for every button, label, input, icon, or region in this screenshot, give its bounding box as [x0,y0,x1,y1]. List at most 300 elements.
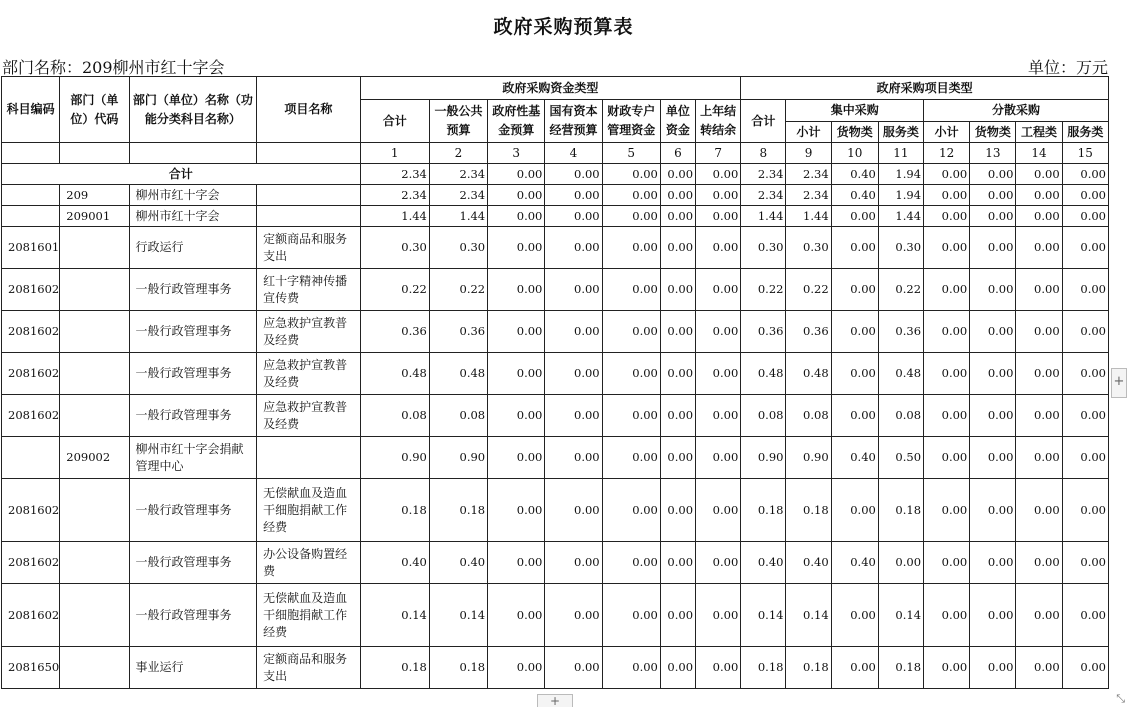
value-cell[interactable]: 0.00 [545,647,602,689]
column-number: 6 [660,143,695,164]
project-name-cell[interactable] [257,437,360,479]
header-fund-total: 合计 [360,100,429,143]
header-blank [257,143,360,164]
value-cell[interactable]: 0.40 [831,185,878,206]
value-cell[interactable]: 0.00 [696,437,741,479]
header-blank [60,143,129,164]
value-cell[interactable]: 0.00 [660,647,695,689]
value-cell[interactable]: 0.00 [1062,227,1108,269]
value-cell[interactable]: 0.00 [696,542,741,584]
value-cell[interactable]: 0.00 [602,647,660,689]
dept-name-cell[interactable]: 行政运行 [129,227,257,269]
header-dept-code: 部门（单位）代码 [60,77,129,143]
value-cell[interactable]: 0.30 [360,227,429,269]
header-central-group: 集中采购 [786,100,924,122]
value-cell[interactable]: 0.00 [660,479,695,542]
project-name-cell[interactable]: 无偿献血及造血干细胞捐献工作经费 [257,584,360,647]
unit-label: 单位：万元 [1027,58,1108,77]
value-cell[interactable]: 0.00 [970,647,1016,689]
table-row[interactable] [2,206,1109,227]
value-cell[interactable]: 0.14 [429,584,487,647]
value-cell[interactable]: 0.00 [488,437,545,479]
value-cell[interactable]: 0.00 [488,185,545,206]
dept-code-cell[interactable]: 209 [60,185,129,206]
value-cell[interactable]: 0.00 [660,227,695,269]
value-cell[interactable]: 0.00 [1016,395,1062,437]
value-cell[interactable]: 1.44 [429,206,487,227]
value-cell[interactable]: 0.00 [488,584,545,647]
value-cell[interactable]: 0.36 [360,311,429,353]
value-cell[interactable]: 0.00 [970,269,1016,311]
table-row[interactable] [2,395,1109,437]
dept-code-cell[interactable] [60,479,129,542]
project-name-cell[interactable]: 应急救护宣教普及经费 [257,353,360,395]
value-cell[interactable]: 0.00 [696,395,741,437]
project-name-cell[interactable] [257,185,360,206]
department-name-label: 部门名称：209柳州市红十字会 [2,58,225,77]
value-cell[interactable]: 0.00 [545,353,602,395]
dept-name-cell[interactable]: 一般行政管理事务 [129,269,257,311]
value-cell[interactable]: 0.00 [1062,185,1108,206]
value-cell[interactable]: 0.00 [924,311,970,353]
header-dispersed-subtotal: 小计 [924,122,970,143]
value-cell[interactable]: 0.00 [602,227,660,269]
value-cell[interactable]: 0.00 [831,584,878,647]
value-cell[interactable]: 0.00 [831,227,878,269]
procurement-budget-table [1,76,1109,689]
value-cell[interactable]: 0.00 [1016,269,1062,311]
header-fund-carryover: 上年结转结余 [696,100,741,143]
value-cell[interactable]: 0.22 [741,269,786,311]
value-cell[interactable]: 0.00 [696,353,741,395]
value-cell[interactable]: 0.36 [878,311,923,353]
value-cell[interactable]: 0.00 [545,479,602,542]
header-fund-special: 财政专户管理资金 [602,100,660,143]
dept-name-cell[interactable]: 一般行政管理事务 [129,542,257,584]
value-cell[interactable]: 0.00 [924,542,970,584]
dept-name-cell[interactable]: 一般行政管理事务 [129,353,257,395]
value-cell[interactable]: 2.34 [360,185,429,206]
value-cell[interactable]: 0.90 [786,437,831,479]
value-cell[interactable]: 0.50 [878,437,923,479]
value-cell[interactable]: 0.30 [741,227,786,269]
value-cell[interactable]: 1.44 [786,206,831,227]
value-cell[interactable]: 0.00 [970,542,1016,584]
value-cell[interactable]: 1.44 [360,206,429,227]
value-cell[interactable]: 0.40 [831,437,878,479]
value-cell[interactable]: 0.00 [660,311,695,353]
column-number: 2 [429,143,487,164]
dept-code-cell[interactable] [60,647,129,689]
column-number: 13 [970,143,1016,164]
value-cell[interactable]: 0.08 [429,395,487,437]
value-cell[interactable]: 0.00 [488,353,545,395]
value-cell[interactable]: 0.00 [696,647,741,689]
value-cell[interactable]: 0.30 [786,227,831,269]
value-cell[interactable]: 0.00 [831,647,878,689]
total-row[interactable] [2,164,1109,185]
subject-code-cell[interactable]: 2081602 [2,311,60,353]
value-cell[interactable]: 0.00 [924,227,970,269]
project-name-cell[interactable]: 办公设备购置经费 [257,542,360,584]
value-cell[interactable]: 0.30 [429,227,487,269]
table-row[interactable] [2,353,1109,395]
value-cell[interactable]: 0.00 [545,269,602,311]
value-cell[interactable]: 0.00 [660,206,695,227]
value-cell[interactable]: 0.00 [924,584,970,647]
value-cell[interactable]: 0.00 [924,437,970,479]
subject-code-cell[interactable]: 2081601 [2,227,60,269]
project-name-cell[interactable]: 定额商品和服务支出 [257,227,360,269]
value-cell[interactable]: 0.00 [1062,479,1108,542]
dept-code-cell[interactable] [60,227,129,269]
value-cell[interactable]: 0.36 [429,311,487,353]
value-cell[interactable]: 0.00 [488,227,545,269]
value-cell[interactable]: 0.00 [1016,164,1062,185]
value-cell[interactable]: 0.00 [878,542,923,584]
value-cell[interactable]: 0.18 [786,647,831,689]
value-cell[interactable]: 0.00 [488,311,545,353]
value-cell[interactable]: 0.00 [696,311,741,353]
value-cell[interactable]: 0.18 [429,647,487,689]
dept-code-cell[interactable] [60,542,129,584]
column-number: 14 [1016,143,1062,164]
value-cell[interactable]: 0.00 [545,542,602,584]
value-cell[interactable]: 0.00 [1016,311,1062,353]
header-project-name: 项目名称 [257,77,360,143]
value-cell[interactable]: 0.00 [488,206,545,227]
value-cell[interactable]: 0.00 [1016,185,1062,206]
header-central-services: 服务类 [878,122,923,143]
value-cell[interactable]: 0.00 [831,269,878,311]
value-cell[interactable]: 0.00 [660,584,695,647]
value-cell[interactable]: 0.00 [545,437,602,479]
column-number: 12 [924,143,970,164]
value-cell[interactable]: 0.00 [545,206,602,227]
dept-name-cell[interactable]: 事业运行 [129,647,257,689]
header-dispersed-engineering: 工程类 [1016,122,1062,143]
header-central-subtotal: 小计 [786,122,831,143]
value-cell[interactable]: 0.00 [696,227,741,269]
subject-code-cell[interactable]: 2081602 [2,353,60,395]
column-number: 10 [831,143,878,164]
value-cell[interactable]: 0.22 [878,269,923,311]
value-cell[interactable]: 0.00 [924,269,970,311]
header-blank [129,143,257,164]
value-cell[interactable]: 0.22 [360,269,429,311]
value-cell[interactable]: 0.00 [1062,353,1108,395]
value-cell[interactable]: 0.00 [1062,206,1108,227]
value-cell[interactable]: 0.40 [741,542,786,584]
dept-code-cell[interactable] [60,395,129,437]
dept-name-cell[interactable]: 一般行政管理事务 [129,311,257,353]
value-cell[interactable]: 0.00 [970,206,1016,227]
value-cell[interactable]: 0.00 [924,206,970,227]
value-cell[interactable]: 0.00 [696,185,741,206]
value-cell[interactable]: 0.00 [970,479,1016,542]
value-cell[interactable]: 0.40 [429,542,487,584]
table-row[interactable] [2,584,1109,647]
value-cell[interactable]: 0.00 [970,311,1016,353]
header-project-total: 合计 [741,100,786,143]
value-cell[interactable]: 0.18 [878,647,923,689]
value-cell[interactable]: 0.00 [1062,584,1108,647]
project-name-cell[interactable]: 红十字精神传播宣传费 [257,269,360,311]
value-cell[interactable]: 0.18 [878,479,923,542]
value-cell[interactable]: 1.94 [878,164,923,185]
value-cell[interactable]: 0.00 [545,164,602,185]
column-number: 3 [488,143,545,164]
value-cell[interactable]: 0.00 [660,164,695,185]
dept-name-cell[interactable]: 柳州市红十字会捐献管理中心 [129,437,257,479]
value-cell[interactable]: 0.00 [831,479,878,542]
value-cell[interactable]: 0.08 [360,395,429,437]
value-cell[interactable]: 0.00 [545,185,602,206]
subject-code-cell[interactable] [2,437,60,479]
value-cell[interactable]: 0.00 [602,185,660,206]
dept-name-cell[interactable]: 一般行政管理事务 [129,584,257,647]
header-dept-name: 部门（单位）名称（功能分类科目名称） [129,77,257,143]
value-cell[interactable]: 0.08 [786,395,831,437]
value-cell[interactable]: 0.00 [1016,542,1062,584]
value-cell[interactable]: 0.40 [360,542,429,584]
value-cell[interactable]: 0.00 [488,542,545,584]
value-cell[interactable]: 0.48 [786,353,831,395]
value-cell[interactable]: 2.34 [360,164,429,185]
subject-code-cell[interactable] [2,206,60,227]
value-cell[interactable]: 0.00 [602,353,660,395]
value-cell[interactable]: 0.00 [696,584,741,647]
value-cell[interactable]: 0.14 [878,584,923,647]
table-row[interactable] [2,437,1109,479]
value-cell[interactable]: 0.36 [741,311,786,353]
project-name-cell[interactable]: 定额商品和服务支出 [257,647,360,689]
value-cell[interactable]: 0.00 [970,353,1016,395]
value-cell[interactable]: 0.00 [602,206,660,227]
value-cell[interactable]: 0.00 [488,164,545,185]
value-cell[interactable]: 0.00 [924,185,970,206]
dept-code-cell[interactable] [60,584,129,647]
value-cell[interactable]: 0.00 [924,353,970,395]
value-cell[interactable]: 0.00 [970,164,1016,185]
value-cell[interactable]: 0.00 [696,479,741,542]
value-cell[interactable]: 0.00 [660,185,695,206]
subject-code-cell[interactable]: 2081602 [2,479,60,542]
add-column-button[interactable]: + [1111,368,1127,398]
value-cell[interactable]: 0.48 [741,353,786,395]
dept-name-cell[interactable]: 柳州市红十字会 [129,206,257,227]
value-cell[interactable]: 0.00 [488,269,545,311]
value-cell[interactable]: 0.00 [602,542,660,584]
value-cell[interactable]: 0.00 [696,206,741,227]
value-cell[interactable]: 0.00 [1062,164,1108,185]
value-cell[interactable]: 0.00 [1016,647,1062,689]
value-cell[interactable]: 0.90 [360,437,429,479]
value-cell[interactable]: 0.36 [786,311,831,353]
value-cell[interactable]: 0.00 [602,395,660,437]
dept-name-cell[interactable]: 柳州市红十字会 [129,185,257,206]
value-cell[interactable]: 0.00 [660,395,695,437]
value-cell[interactable]: 0.00 [602,437,660,479]
value-cell[interactable]: 0.00 [1062,311,1108,353]
value-cell[interactable]: 0.90 [429,437,487,479]
value-cell[interactable]: 1.44 [741,206,786,227]
add-row-button[interactable]: + [537,694,573,707]
value-cell[interactable]: 1.94 [878,185,923,206]
value-cell[interactable]: 0.00 [831,206,878,227]
value-cell[interactable]: 0.00 [970,395,1016,437]
value-cell[interactable]: 0.00 [924,479,970,542]
header-fund-gov: 政府性基金预算 [488,100,545,143]
header-dispersed-group: 分散采购 [924,100,1109,122]
value-cell[interactable]: 0.40 [831,542,878,584]
column-number: 4 [545,143,602,164]
project-name-cell[interactable]: 应急救护宣教普及经费 [257,395,360,437]
value-cell[interactable]: 0.00 [602,311,660,353]
value-cell[interactable]: 0.48 [360,353,429,395]
value-cell[interactable]: 0.00 [970,437,1016,479]
value-cell[interactable]: 0.00 [602,269,660,311]
subject-code-cell[interactable]: 2081602 [2,584,60,647]
value-cell[interactable]: 2.34 [429,185,487,206]
dept-code-cell[interactable]: 209001 [60,206,129,227]
value-cell[interactable]: 2.34 [786,185,831,206]
value-cell[interactable]: 0.00 [488,479,545,542]
value-cell[interactable]: 0.22 [429,269,487,311]
value-cell[interactable]: 0.00 [602,164,660,185]
value-cell[interactable]: 0.00 [545,584,602,647]
value-cell[interactable]: 0.18 [429,479,487,542]
value-cell[interactable]: 0.22 [786,269,831,311]
value-cell[interactable]: 1.44 [878,206,923,227]
value-cell[interactable]: 0.48 [429,353,487,395]
value-cell[interactable]: 0.00 [970,227,1016,269]
dept-code-cell[interactable]: 209002 [60,437,129,479]
value-cell[interactable]: 0.00 [1016,479,1062,542]
value-cell[interactable]: 0.00 [924,164,970,185]
resize-handle-icon[interactable]: ⤡ [1116,692,1125,705]
value-cell[interactable]: 0.00 [1016,227,1062,269]
table-row[interactable] [2,185,1109,206]
project-name-cell[interactable] [257,206,360,227]
table-row[interactable] [2,227,1109,269]
value-cell[interactable]: 0.00 [1062,395,1108,437]
column-number: 15 [1062,143,1108,164]
column-number: 9 [786,143,831,164]
value-cell[interactable]: 0.00 [970,584,1016,647]
value-cell[interactable]: 0.00 [1062,437,1108,479]
value-cell[interactable]: 2.34 [786,164,831,185]
value-cell[interactable]: 0.00 [1016,206,1062,227]
dept-name-cell[interactable]: 一般行政管理事务 [129,479,257,542]
value-cell[interactable]: 0.00 [1062,269,1108,311]
value-cell[interactable]: 0.08 [878,395,923,437]
value-cell[interactable]: 0.00 [1062,542,1108,584]
header-fund-general: 一般公共预算 [429,100,487,143]
value-cell[interactable]: 0.00 [924,647,970,689]
value-cell[interactable]: 0.18 [741,647,786,689]
value-cell[interactable]: 0.00 [831,311,878,353]
table-body [2,164,1109,689]
value-cell[interactable]: 0.14 [786,584,831,647]
header-fund-unit: 单位资金 [660,100,695,143]
value-cell[interactable]: 0.00 [602,479,660,542]
value-cell[interactable]: 2.34 [741,185,786,206]
header-dispersed-services: 服务类 [1062,122,1108,143]
value-cell[interactable]: 0.00 [696,164,741,185]
value-cell[interactable]: 0.08 [741,395,786,437]
value-cell[interactable]: 0.00 [831,395,878,437]
table-row[interactable] [2,542,1109,584]
value-cell[interactable]: 0.00 [545,227,602,269]
value-cell[interactable]: 0.00 [545,311,602,353]
subject-code-cell[interactable]: 2081602 [2,269,60,311]
value-cell[interactable]: 0.14 [741,584,786,647]
value-cell[interactable]: 0.00 [545,395,602,437]
value-cell[interactable]: 0.90 [741,437,786,479]
subject-code-cell[interactable]: 2081602 [2,542,60,584]
project-name-cell[interactable]: 无偿献血及造血干细胞捐献工作经费 [257,479,360,542]
value-cell[interactable]: 0.48 [878,353,923,395]
value-cell[interactable]: 0.00 [1062,647,1108,689]
value-cell[interactable]: 0.18 [360,479,429,542]
value-cell[interactable]: 0.00 [488,647,545,689]
dept-code-cell[interactable] [60,269,129,311]
column-number: 7 [696,143,741,164]
table-row[interactable] [2,647,1109,689]
project-name-cell[interactable]: 应急救护宣教普及经费 [257,311,360,353]
header-dispersed-goods: 货物类 [970,122,1016,143]
subject-code-cell[interactable] [2,185,60,206]
subject-code-cell[interactable]: 2081650 [2,647,60,689]
value-cell[interactable]: 0.00 [1016,437,1062,479]
subject-code-cell[interactable]: 2081602 [2,395,60,437]
value-cell[interactable]: 0.00 [660,353,695,395]
value-cell[interactable]: 0.18 [741,479,786,542]
value-cell[interactable]: 0.00 [1016,353,1062,395]
dept-code-cell[interactable] [60,353,129,395]
value-cell[interactable]: 0.00 [696,269,741,311]
value-cell[interactable]: 0.40 [786,542,831,584]
value-cell[interactable]: 0.00 [660,269,695,311]
value-cell[interactable]: 0.18 [360,647,429,689]
value-cell[interactable]: 0.00 [602,584,660,647]
value-cell[interactable]: 0.00 [488,395,545,437]
value-cell[interactable]: 2.34 [741,164,786,185]
table-row[interactable] [2,479,1109,542]
table-row[interactable] [2,269,1109,311]
value-cell[interactable]: 0.30 [878,227,923,269]
value-cell[interactable]: 0.00 [831,353,878,395]
header-blank [2,143,60,164]
dept-name-cell[interactable]: 一般行政管理事务 [129,395,257,437]
value-cell[interactable]: 2.34 [429,164,487,185]
header-project-type-group: 政府采购项目类型 [741,77,1109,100]
value-cell[interactable]: 0.00 [660,437,695,479]
header-central-goods: 货物类 [831,122,878,143]
table-row[interactable] [2,311,1109,353]
column-number: 8 [741,143,786,164]
value-cell[interactable]: 0.00 [1016,584,1062,647]
total-label: 合计 [2,164,361,185]
value-cell[interactable]: 0.40 [831,164,878,185]
dept-code-cell[interactable] [60,311,129,353]
value-cell[interactable]: 0.00 [970,185,1016,206]
value-cell[interactable]: 0.00 [924,395,970,437]
value-cell[interactable]: 0.00 [660,542,695,584]
value-cell[interactable]: 0.18 [786,479,831,542]
value-cell[interactable]: 0.14 [360,584,429,647]
